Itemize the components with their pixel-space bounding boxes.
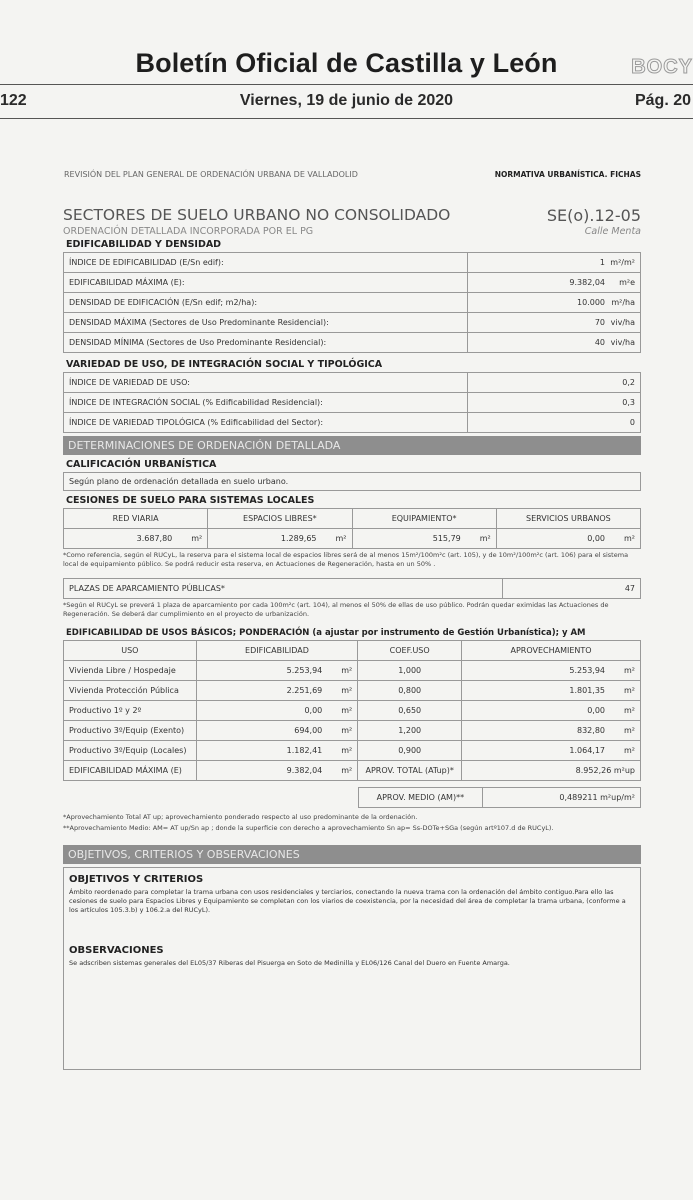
objetivos-box <box>63 867 641 1070</box>
column-header: EDIFICABILIDAD <box>196 641 358 661</box>
value: 3.687,80 <box>136 534 173 543</box>
unit: m² <box>624 746 635 755</box>
aprovechamiento-cell <box>462 721 641 741</box>
observaciones-text: Se adscriben sistemas generales del EL05/37 Riberas del Pisuerga en Soto de Medinilla y EL06/126 Canal del Duero en Fuente Amarga. <box>69 959 510 967</box>
row-label: DENSIDAD MÍNIMA (Sectores de Uso Predominante Residencial): <box>64 333 468 353</box>
aprovechamiento-cell <box>462 701 641 721</box>
header-rule-bottom <box>0 118 693 119</box>
table-row <box>64 273 641 293</box>
bocyl-logo: BOCY <box>631 56 693 78</box>
unit: m² <box>191 534 203 543</box>
table-row <box>64 313 641 333</box>
coef-cell: 0,800 <box>358 681 462 701</box>
value: 0,00 <box>304 706 323 715</box>
value: 832,80 <box>577 726 605 735</box>
row-value <box>467 293 640 313</box>
table-row <box>64 293 641 313</box>
unit: viv/ha <box>610 338 635 347</box>
value: 10.000 <box>577 298 605 307</box>
row-label: DENSIDAD DE EDIFICACIÓN (E/Sn edif; m2/ha): <box>64 293 468 313</box>
cesion-value <box>352 529 496 549</box>
aprov-medio-value: 0,489211 m²up/m² <box>482 788 640 808</box>
row-value <box>467 333 640 353</box>
aprov-total-value: 8.952,26 m²up <box>462 761 641 781</box>
plazas-note: *Según el RUCyL se preverá 1 plaza de aparcamiento por cada 100m²c (art. 104), al menos el 50% de ellas de uso público. Podrán quedar eximidas las Actuaciones de Regeneración. Se deberá dar cumplimiento en el proyecto de urbanización. <box>63 601 609 618</box>
unit: m² <box>341 746 353 755</box>
cesiones-note: *Como referencia, según el RUCyL, la reserva para el sistema local de espacios libres será de al menos 15m²/100m²c (art. 105), y de 10m²/100m²c (art. 106) para el sistema local de equipamiento público. Se podrá reducir esta reserva, en Actuaciones de Regeneración, hasta en un 50% . <box>63 551 629 568</box>
cesiones-table <box>63 508 641 549</box>
unit: m² <box>624 706 635 715</box>
row-label: ÍNDICE DE INTEGRACIÓN SOCIAL (% Edificabilidad Residencial): <box>64 393 468 413</box>
coef-cell: 1,200 <box>358 721 462 741</box>
value: 0,00 <box>587 706 605 715</box>
value: 1 <box>599 258 605 267</box>
aprov-medio-table <box>358 787 641 808</box>
variedad-heading: VARIEDAD DE USO, DE INTEGRACIÓN SOCIAL Y TIPOLÓGICA <box>66 359 383 370</box>
total-label: EDIFICABILIDAD MÁXIMA (E) <box>64 761 197 781</box>
aprov-total-label: APROV. TOTAL (ATup)* <box>358 761 462 781</box>
aprovechamiento-cell <box>462 741 641 761</box>
row-label: ÍNDICE DE VARIEDAD TIPOLÓGICA (% Edificabilidad del Sector): <box>64 413 468 433</box>
unit: m² <box>479 534 491 543</box>
table-row <box>64 373 641 393</box>
uso-name: Productivo 3º/Equip (Exento) <box>64 721 197 741</box>
table-row <box>64 333 641 353</box>
unit: m² <box>624 666 635 675</box>
aprov-medio-label: APROV. MEDIO (AM)** <box>358 788 482 808</box>
bulletin-date: Viernes, 19 de junio de 2020 <box>239 92 454 109</box>
unit: m² <box>341 666 353 675</box>
row-value: 0,2 <box>467 373 640 393</box>
usos-note-2: **Aprovechamiento Medio: AM= AT up/Sn ap ; donde la superficie con derecho a aprovechamiento Sn ap= Ss-DOTe+SGa (según artº107.d de RUCyL). <box>63 824 554 832</box>
value: 70 <box>594 318 605 327</box>
unit: m² <box>624 686 635 695</box>
column-header: ESPACIOS LIBRES* <box>208 509 352 529</box>
edificabilidad-cell <box>196 661 358 681</box>
unit: m² <box>624 726 635 735</box>
table-row <box>64 253 641 273</box>
value: 1.064,17 <box>569 746 605 755</box>
value: 694,00 <box>294 726 323 735</box>
aprovechamiento-cell <box>462 661 641 681</box>
value: 9.382,04 <box>286 766 323 775</box>
value: 2.251,69 <box>286 686 323 695</box>
unit: m²e <box>619 278 635 287</box>
doc-running-header <box>64 170 641 179</box>
cesion-value <box>64 529 208 549</box>
plan-title: REVISIÓN DEL PLAN GENERAL DE ORDENACIÓN URBANA DE VALLADOLID <box>64 170 358 179</box>
section-subtitle: ORDENACIÓN DETALLADA INCORPORADA POR EL PG <box>63 226 314 237</box>
value: 0,00 <box>587 534 605 543</box>
coef-cell: 0,650 <box>358 701 462 721</box>
edificabilidad-heading: EDIFICABILIDAD Y DENSIDAD <box>66 239 222 250</box>
column-header: SERVICIOS URBANOS <box>496 509 640 529</box>
row-value <box>467 253 640 273</box>
row-label: EDIFICABILIDAD MÁXIMA (E): <box>64 273 468 293</box>
plazas-table <box>63 578 641 599</box>
table-row <box>64 681 641 701</box>
value: 9.382,04 <box>569 278 605 287</box>
usos-table <box>63 640 641 781</box>
coef-cell: 0,900 <box>358 741 462 761</box>
edificabilidad-table <box>63 252 641 353</box>
value: 1.289,65 <box>280 534 317 543</box>
value: 5.253,94 <box>569 666 605 675</box>
usos-note-1: *Aprovechamiento Total AT up; aprovechamiento ponderado respecto al uso predominante de la ordenación. <box>63 813 418 821</box>
uso-name: Productivo 1º y 2º <box>64 701 197 721</box>
row-value <box>467 313 640 333</box>
row-label: DENSIDAD MÁXIMA (Sectores de Uso Predominante Residencial): <box>64 313 468 333</box>
unit: m² <box>341 706 353 715</box>
observaciones-heading: OBSERVACIONES <box>69 945 164 956</box>
usos-heading: EDIFICABILIDAD DE USOS BÁSICOS; PONDERACIÓN (a ajustar por instrumento de Gestión Urbanística); y AM <box>66 628 586 638</box>
cesion-value <box>208 529 352 549</box>
calificacion-text: Según plano de ordenación detallada en suelo urbano. <box>63 472 641 491</box>
variedad-table <box>63 372 641 433</box>
value: 1.801,35 <box>569 686 605 695</box>
value: 40 <box>594 338 605 347</box>
total-row <box>64 761 641 781</box>
column-header: RED VIARIA <box>64 509 208 529</box>
uso-name: Productivo 3º/Equip (Locales) <box>64 741 197 761</box>
column-header: APROVECHAMIENTO <box>462 641 641 661</box>
column-header: EQUIPAMIENTO* <box>352 509 496 529</box>
value: 1.182,41 <box>286 746 323 755</box>
page-number: Pág. 20 <box>634 92 691 109</box>
table-row <box>64 701 641 721</box>
cesiones-heading: CESIONES DE SUELO PARA SISTEMAS LOCALES <box>66 495 315 506</box>
plazas-value: 47 <box>502 579 640 599</box>
table-row <box>64 393 641 413</box>
objetivos-heading: OBJETIVOS Y CRITERIOS <box>69 874 204 885</box>
bulletin-number: 122 <box>0 92 27 109</box>
unit: m²/m² <box>610 258 635 267</box>
unit: viv/ha <box>610 318 635 327</box>
row-value <box>467 273 640 293</box>
edificabilidad-cell <box>196 701 358 721</box>
unit: m²/ha <box>611 298 635 307</box>
calificacion-heading: CALIFICACIÓN URBANÍSTICA <box>66 459 217 470</box>
edificabilidad-cell <box>196 681 358 701</box>
edificabilidad-cell <box>196 741 358 761</box>
objetivos-text: Ámbito reordenado para completar la trama urbana con usos residenciales y terciarios, conectando la nueva trama con la ordenación del ámbito contiguo.Para ello las cesiones de suelo para Espacios Libres y Equipamiento se completan con los viarios de coexistencia, por la necesidad del área de completar la trama urbana, (conforme a los artículos 105.3.b) y 106.2.a del RUCyL). <box>69 888 626 914</box>
doc-category: NORMATIVA URBANÍSTICA. FICHAS <box>494 170 641 179</box>
plazas-label: PLAZAS DE APARCAMIENTO PÚBLICAS* <box>64 579 503 599</box>
table-row <box>64 661 641 681</box>
unit: m² <box>341 766 353 775</box>
coef-cell: 1,000 <box>358 661 462 681</box>
column-header: COEF.USO <box>358 641 462 661</box>
section-band-determinaciones: DETERMINACIONES DE ORDENACIÓN DETALLADA <box>63 436 641 455</box>
edificabilidad-cell <box>196 721 358 741</box>
value: 515,79 <box>432 534 461 543</box>
total-edificabilidad <box>196 761 358 781</box>
section-location: Calle Menta <box>584 226 641 237</box>
aprovechamiento-cell <box>462 681 641 701</box>
table-row <box>64 413 641 433</box>
section-title: SECTORES DE SUELO URBANO NO CONSOLIDADO <box>63 206 451 224</box>
bulletin-title: Boletín Oficial de Castilla y León <box>135 48 558 78</box>
table-row <box>64 721 641 741</box>
table-row <box>64 741 641 761</box>
uso-name: Vivienda Libre / Hospedaje <box>64 661 197 681</box>
column-header: USO <box>64 641 197 661</box>
value: 5.253,94 <box>286 666 323 675</box>
row-value: 0 <box>467 413 640 433</box>
ficha-document <box>63 170 641 1070</box>
header-rule-top <box>0 84 693 85</box>
section-code: SE(o).12-05 <box>546 206 641 225</box>
row-value: 0,3 <box>467 393 640 413</box>
unit: m² <box>341 726 353 735</box>
uso-name: Vivienda Protección Pública <box>64 681 197 701</box>
unit: m² <box>335 534 347 543</box>
unit: m² <box>624 534 635 543</box>
section-band-objetivos: OBJETIVOS, CRITERIOS Y OBSERVACIONES <box>63 845 641 864</box>
row-label: ÍNDICE DE VARIEDAD DE USO: <box>64 373 468 393</box>
unit: m² <box>341 686 353 695</box>
row-label: ÍNDICE DE EDIFICABILIDAD (E/Sn edif): <box>64 253 468 273</box>
cesion-value <box>496 529 640 549</box>
